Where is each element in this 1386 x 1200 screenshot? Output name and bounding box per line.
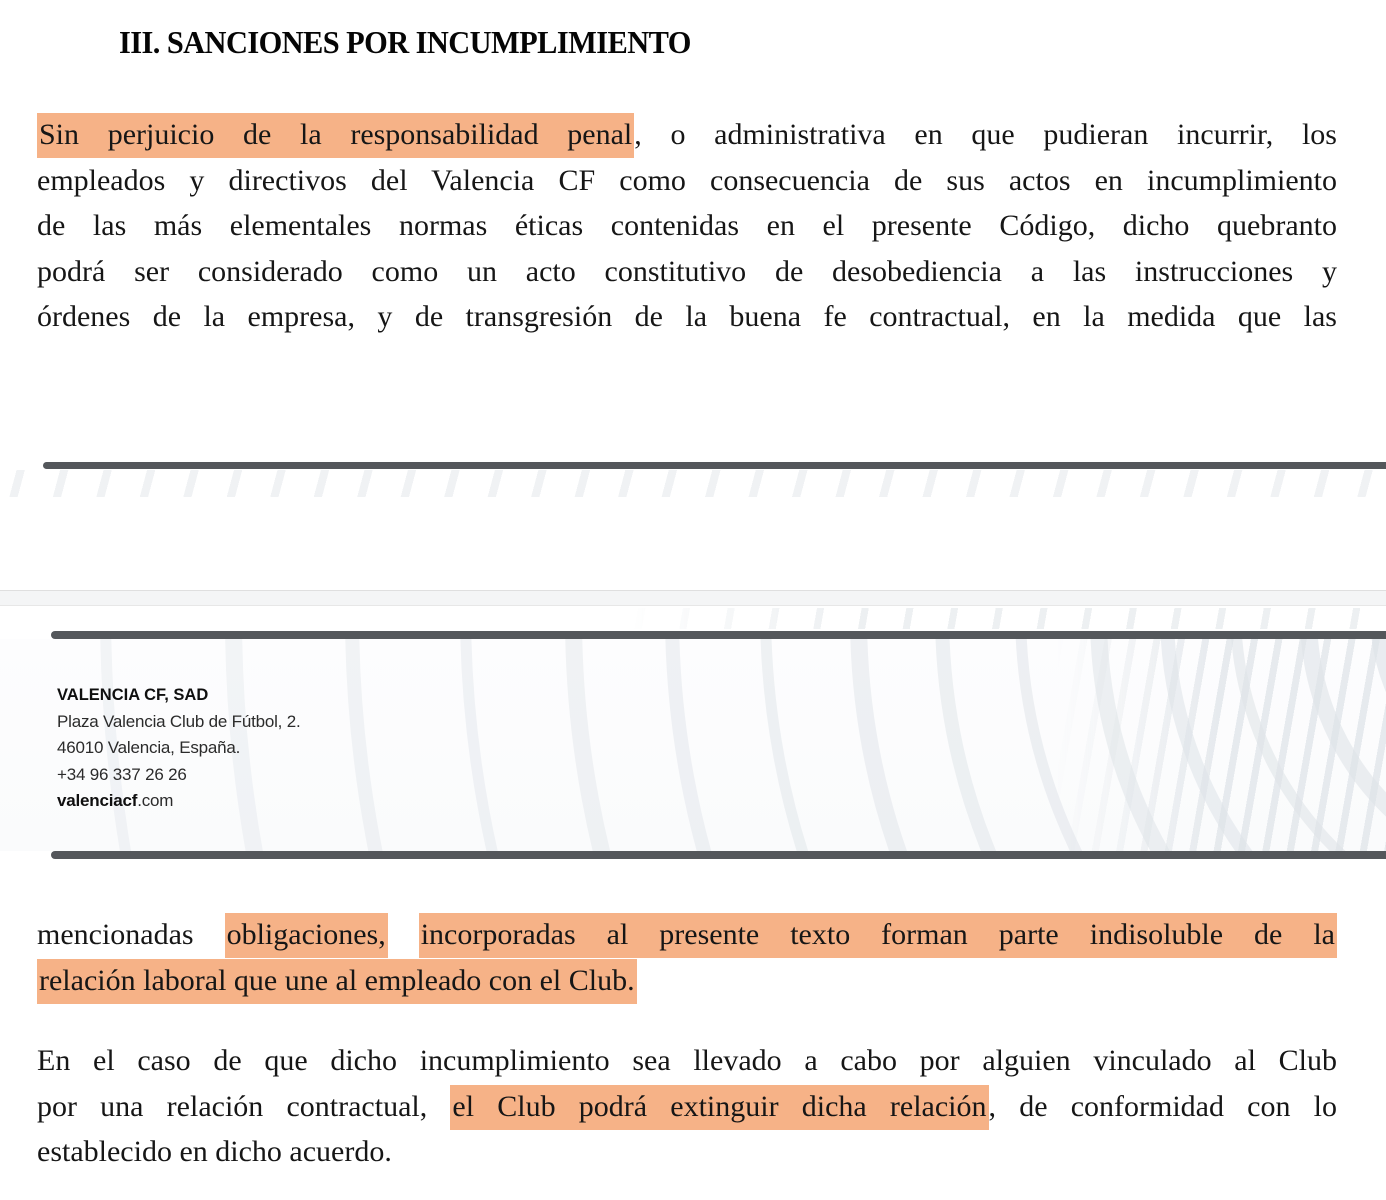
- text-segment: por una relación contractual,: [37, 1089, 451, 1123]
- text-line: [37, 1129, 1337, 1175]
- footer-website-tld: .com: [137, 791, 174, 811]
- text-line: [37, 912, 1337, 958]
- highlighted-text: Sin perjuicio de la responsabilidad penal: [37, 113, 634, 158]
- footer-address-line-2: 46010 Valencia, España.: [57, 738, 241, 758]
- text-line: [37, 1038, 1337, 1084]
- watermark-pattern: [0, 470, 1386, 497]
- text-line: [37, 203, 1337, 249]
- text-segment: establecido en dicho acuerdo.: [37, 1135, 392, 1168]
- footer-address-line-1: Plaza Valencia Club de Fútbol, 2.: [57, 711, 301, 731]
- text-segment: , de conformidad con lo: [988, 1089, 1337, 1123]
- body-paragraph-2: [37, 912, 1337, 1003]
- body-paragraph-3: [37, 1038, 1337, 1175]
- footer-company-name: VALENCIA CF, SAD: [57, 686, 209, 704]
- highlighted-text: obligaciones,: [225, 913, 388, 958]
- divider-bar-footer-bottom: [51, 851, 1386, 859]
- text-segment: empleados y directivos del Valencia CF como consecuencia de sus actos en incumplimiento: [37, 163, 1337, 197]
- text-segment: podrá ser considerado como un acto constitutivo de desobediencia a las instrucciones y: [37, 254, 1337, 288]
- text-line: [37, 294, 1337, 340]
- footer-contact-block: [57, 682, 301, 815]
- highlighted-text: relación laboral que une al empleado con el Club.: [37, 959, 637, 1004]
- text-segment: órdenes de la empresa, y de transgresión de la buena fe contractual, en la medida que las: [37, 300, 1337, 333]
- footer-website-domain: valenciacf: [57, 791, 138, 811]
- text-line: [37, 958, 1337, 1004]
- text-line: [37, 1084, 1337, 1130]
- body-paragraph-1: [37, 112, 1337, 340]
- text-segment: [388, 918, 419, 951]
- highlighted-text: el Club podrá extinguir dicha relación: [450, 1085, 988, 1130]
- text-segment: mencionadas: [37, 918, 225, 951]
- page-separator: [0, 590, 1386, 606]
- text-line: [37, 249, 1337, 295]
- watermark-pattern: [620, 608, 1386, 629]
- text-line: [37, 112, 1337, 158]
- text-line: [37, 158, 1337, 204]
- divider-bar-footer-top: [51, 631, 1386, 639]
- divider-bar-top: [43, 462, 1386, 469]
- text-segment: En el caso de que dicho incumplimiento sea llevado a cabo por alguien vinculado al Club: [37, 1044, 1337, 1077]
- footer-phone: +34 96 337 26 26: [57, 764, 187, 784]
- highlighted-text: incorporadas al presente texto forman parte indisoluble de la: [419, 913, 1337, 958]
- text-segment: , o administrativa en que pudieran incurrir, los: [634, 118, 1337, 151]
- text-segment: de las más elementales normas éticas contenidas en el presente Código, dicho quebranto: [37, 209, 1337, 242]
- footer-website: [57, 788, 301, 815]
- section-heading: III. SANCIONES POR INCUMPLIMIENTO: [119, 24, 691, 60]
